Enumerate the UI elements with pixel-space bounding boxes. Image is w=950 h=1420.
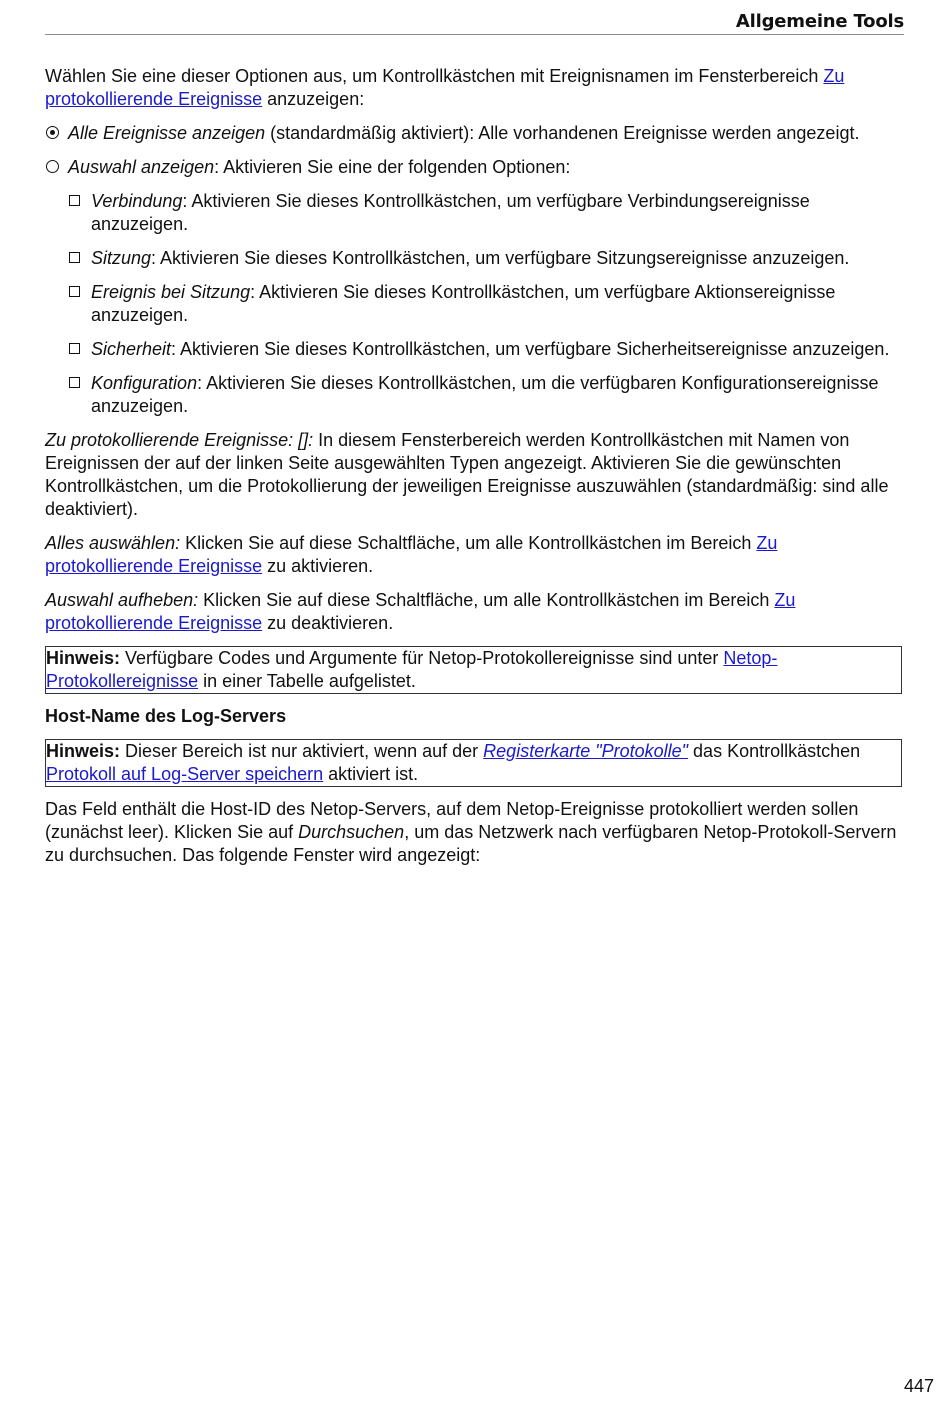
events-pane-link[interactable]: Zu protokollierende Ereignisse: [45, 533, 778, 576]
option-show-all: [45, 122, 905, 145]
note-label: Hinweis:: [46, 741, 121, 761]
option-show-selection: [45, 156, 905, 179]
note-text: Verfügbare Codes und Argumente für Netop-Protokollereignisse sind unter: [120, 648, 724, 668]
note-text-end: aktiviert ist.: [323, 764, 419, 784]
deselect-text-end: zu deaktivieren.: [262, 613, 394, 633]
deselect-paragraph: [45, 589, 905, 635]
suboption-name: Ereignis bei Sitzung: [91, 282, 251, 302]
suboption-name: Sicherheit: [91, 339, 172, 359]
select-all-text-end: zu aktivieren.: [262, 556, 374, 576]
netop-events-link[interactable]: Netop-Protokollereignisse: [46, 648, 778, 691]
note-text: Dieser Bereich ist nur aktiviert, wenn auf der: [120, 741, 484, 761]
intro-text: Wählen Sie eine dieser Optionen aus, um Kontrollkästchen mit Ereignisnamen im Fensterbereich: [45, 66, 824, 86]
intro-text-end: anzuzeigen:: [262, 89, 365, 109]
suboption-configuration: [68, 372, 905, 418]
events-pane-link[interactable]: Zu protokollierende Ereignisse: [45, 66, 845, 109]
suboption-text: : Aktivieren Sie dieses Kontrollkästchen, um die verfügbaren Konfigurationsereignisse anzuzeigen.: [91, 373, 879, 416]
deselect-text: Klicken Sie auf diese Schaltfläche, um alle Kontrollkästchen im Bereich: [198, 590, 775, 610]
suboption-session-event: [68, 281, 905, 327]
header-title: Allgemeine Tools: [735, 11, 904, 32]
logs-tab-link[interactable]: Registerkarte "Protokolle": [483, 741, 689, 761]
section-heading: Host-Name des Log-Servers: [45, 706, 287, 726]
host-field-text: Das Feld enthält die Host-ID des Netop-Servers, auf dem Netop-Ereignisse protokolliert werden sollen (zunächst leer). Klicken Sie auf: [45, 799, 859, 842]
events-pane-paragraph: [45, 429, 905, 521]
suboption-name: Sitzung: [91, 248, 152, 268]
checkbox-icon: [69, 343, 80, 354]
deselect-label: Auswahl aufheben:: [45, 590, 199, 610]
suboption-text: : Aktivieren Sie dieses Kontrollkästchen, um verfügbare Verbindungsereignisse anzuzeigen.: [91, 191, 810, 234]
note-label: Hinweis:: [46, 648, 121, 668]
suboption-name: Konfiguration: [91, 373, 198, 393]
suboption-text: : Aktivieren Sie dieses Kontrollkästchen, um verfügbare Sitzungsereignisse anzuzeigen.: [151, 248, 850, 268]
log-server-checkbox-link[interactable]: Protokoll auf Log-Server speichern: [46, 764, 324, 784]
note-text-mid: das Kontrollkästchen: [688, 741, 861, 761]
note-box-codes: [45, 646, 902, 694]
host-field-paragraph: [45, 798, 905, 867]
option-name: Alle Ereignisse anzeigen: [68, 123, 266, 143]
suboption-text: : Aktivieren Sie dieses Kontrollkästchen, um verfügbare Sicherheitsereignisse anzuzeigen.: [171, 339, 890, 359]
suboption-name: Verbindung: [91, 191, 183, 211]
checkbox-icon: [69, 195, 80, 206]
suboption-text: : Aktivieren Sie dieses Kontrollkästchen, um verfügbare Aktionsereignisse anzuzeigen.: [91, 282, 836, 325]
events-pane-link[interactable]: Zu protokollierende Ereignisse: [45, 590, 796, 633]
checkbox-icon: [69, 286, 80, 297]
option-name: Auswahl anzeigen: [68, 157, 215, 177]
option-text: : Aktivieren Sie eine der folgenden Optionen:: [214, 157, 571, 177]
document-body: [45, 65, 905, 878]
checkbox-icon: [69, 377, 80, 388]
select-all-label: Alles auswählen:: [45, 533, 181, 553]
checkbox-icon: [69, 252, 80, 263]
radio-unselected-icon: [46, 160, 59, 173]
events-pane-label: Zu protokollierende Ereignisse: []:: [45, 430, 314, 450]
select-all-paragraph: [45, 532, 905, 578]
events-pane-text: In diesem Fensterbereich werden Kontrollkästchen mit Namen von Ereignissen der auf der linken Seite ausgewählten Typen angezeigt. Aktivieren Sie die gewünschten Kontrollkästchen, um die Protokollierung der jeweiligen Ereignisse auszuwählen (standardmäßig: sind alle deaktiviert).: [45, 430, 889, 519]
note-box-log-server: [45, 739, 902, 787]
suboption-security: [68, 338, 905, 361]
browse-term: Durchsuchen: [298, 822, 405, 842]
note-text-end: in einer Tabelle aufgelistet.: [198, 671, 416, 691]
suboption-connection: [68, 190, 905, 236]
host-field-text-end: , um das Netzwerk nach verfügbaren Netop-Protokoll-Servern zu durchsuchen. Das folgende Fenster wird angezeigt:: [45, 822, 897, 865]
intro-paragraph: [45, 65, 905, 111]
suboption-session: [68, 247, 905, 270]
radio-selected-icon: [46, 126, 59, 139]
select-all-text: Klicken Sie auf diese Schaltfläche, um alle Kontrollkästchen im Bereich: [180, 533, 757, 553]
option-text: (standardmäßig aktiviert): Alle vorhandenen Ereignisse werden angezeigt.: [265, 123, 860, 143]
page-header: [45, 8, 904, 35]
page-number: 447: [903, 1376, 934, 1396]
